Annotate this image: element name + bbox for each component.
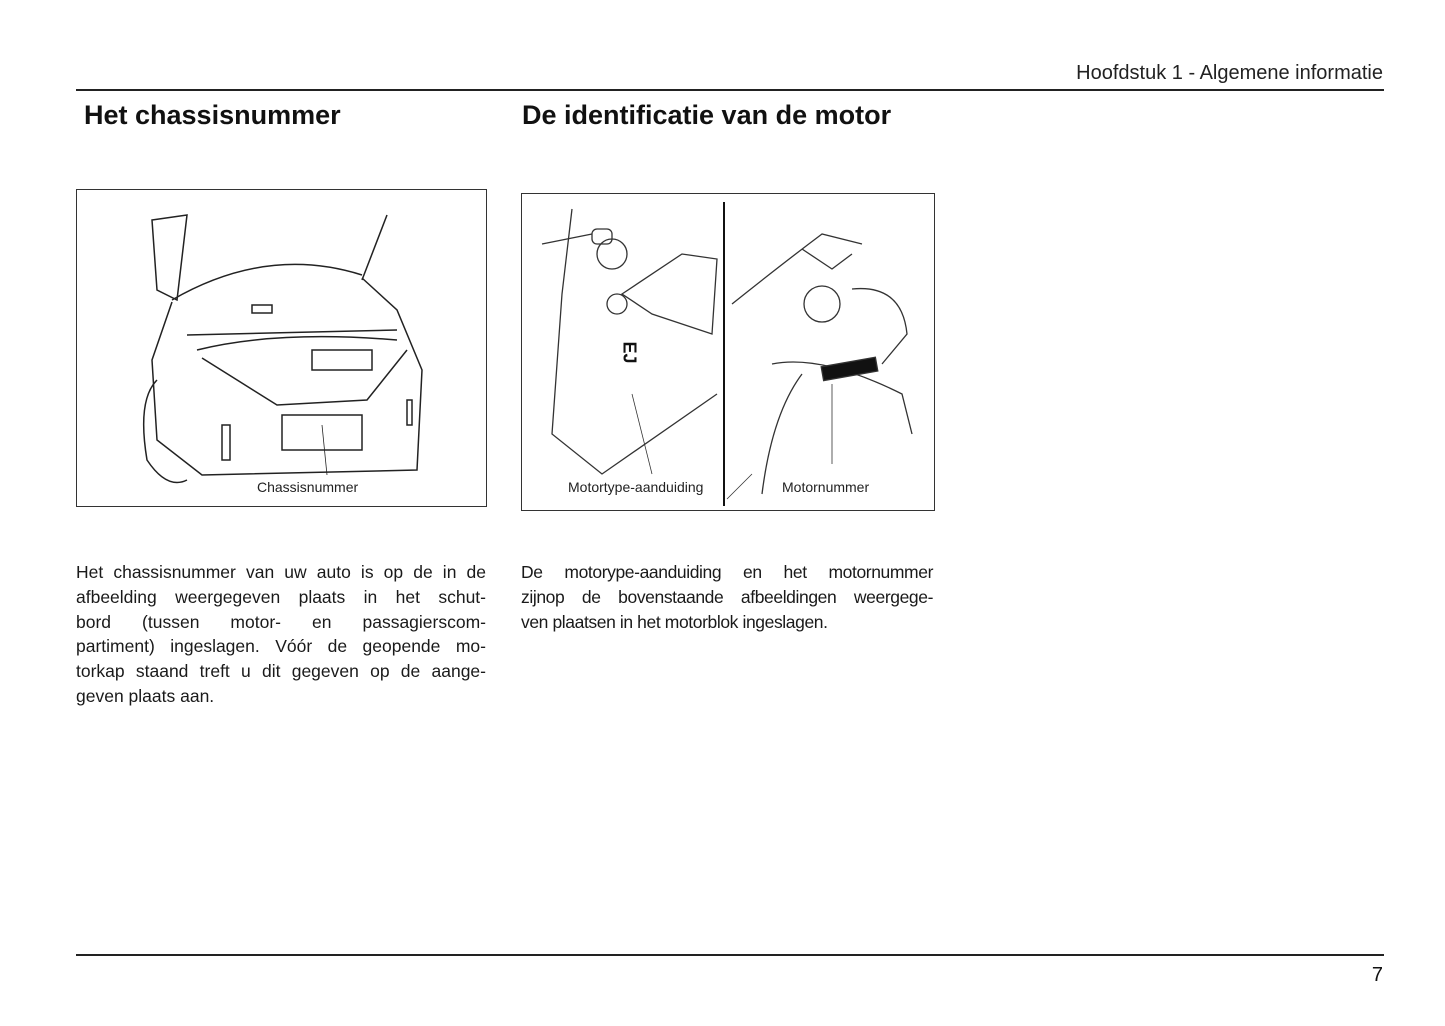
paragraph-line: bord (tussen motor- en passagierscom- (76, 611, 486, 632)
paragraph-line: zijnop de bovenstaande afbeeldingen weergege- (521, 586, 933, 607)
page-number: 7 (1371, 964, 1383, 986)
figure-caption-engine-type: Motortype-aanduiding (568, 479, 704, 495)
engine-marking-label: EJ (619, 341, 640, 364)
chapter-header: Hoofdstuk 1 - Algemene informatie (1076, 62, 1383, 84)
chassis-paragraph (76, 560, 486, 709)
chassis-number-illustration (76, 189, 487, 507)
paragraph-line: De motorype-aanduiding en het motornummer (521, 562, 933, 582)
section-title-chassis: Het chassisnummer (84, 100, 341, 130)
header-rule (76, 89, 1384, 91)
figure-caption-chassis: Chassisnummer (257, 479, 359, 495)
paragraph-line: geven plaats aan. (76, 685, 215, 706)
paragraph-line: Het chassisnummer van uw auto is op de in de (76, 562, 486, 582)
figure-caption-engine-number: Motornummer (782, 479, 870, 495)
engine-identification-illustration (521, 193, 935, 511)
section-title-engine: De identificatie van de motor (522, 100, 892, 130)
paragraph-line: ven plaatsen in het motorblok ingeslagen. (521, 611, 828, 632)
paragraph-line: partiment) ingeslagen. Vóór de geopende mo- (76, 636, 486, 657)
paragraph-line: torkap staand treft u dit gegeven op de aange- (76, 661, 486, 682)
paragraph-line: afbeelding weergegeven plaats in het schut- (76, 586, 486, 607)
footer-rule (76, 954, 1384, 956)
engine-block-drawing (522, 194, 934, 510)
car-front-drawing (77, 190, 486, 506)
engine-paragraph (521, 560, 933, 634)
